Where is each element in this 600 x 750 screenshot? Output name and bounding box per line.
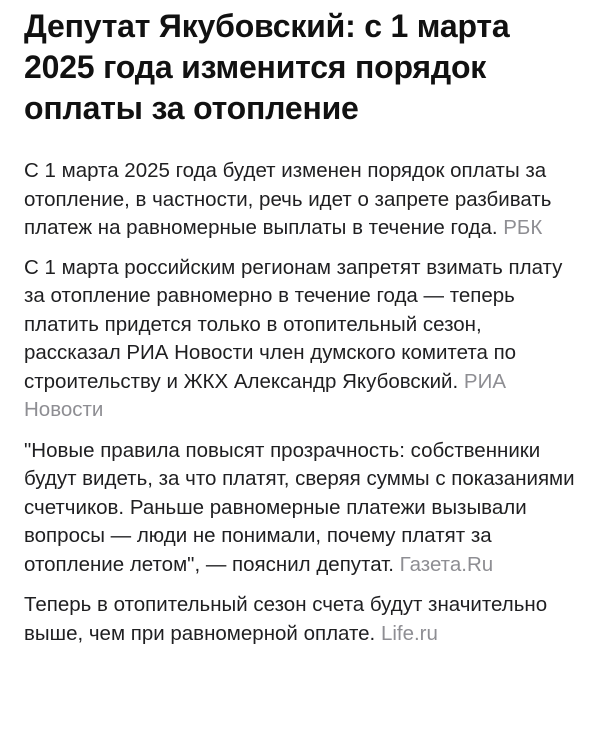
source-link-rbc[interactable]: РБК: [503, 216, 543, 239]
summary-paragraph: [24, 591, 584, 648]
paragraph-text: "Новые правила повысят прозрачность: собственники будут видеть, за что платят, сверяя суммы с показаниями счетчиков. Раньше равномерные платежи вызывали вопросы — люди не понимали, почему платят за отопление летом", — пояснил депутат.: [24, 438, 575, 576]
source-link-gazeta[interactable]: Газета.Ru: [399, 552, 494, 576]
headline: Депутат Якубовский: с 1 марта 2025 года изменится порядок оплаты за отопление: [24, 8, 510, 126]
summary-paragraph: [24, 437, 584, 580]
source-link-life[interactable]: Life.ru: [380, 621, 438, 645]
summary-paragraph: [24, 157, 584, 243]
summary-paragraph: [24, 254, 584, 425]
paragraph-text: С 1 марта российским регионам запретят взимать плату за отопление равномерно в течение года — теперь платить придется только в отопительный сезон, рассказал РИА Новости член думского комитета по строительству и ЖКХ Александр Якубовский.: [24, 255, 563, 393]
news-summary: [24, 6, 584, 648]
source-link-ria[interactable]: РИА Новости: [24, 369, 506, 421]
paragraph-text: Теперь в отопительный сезон счета будут значительно выше, чем при равномерной оплате.: [24, 593, 548, 645]
paragraph-text: С 1 марта 2025 года будет изменен порядок оплаты за отопление, в частности, речь идет о запрете разбивать платеж на равномерные выплаты в течение года.: [24, 159, 552, 239]
